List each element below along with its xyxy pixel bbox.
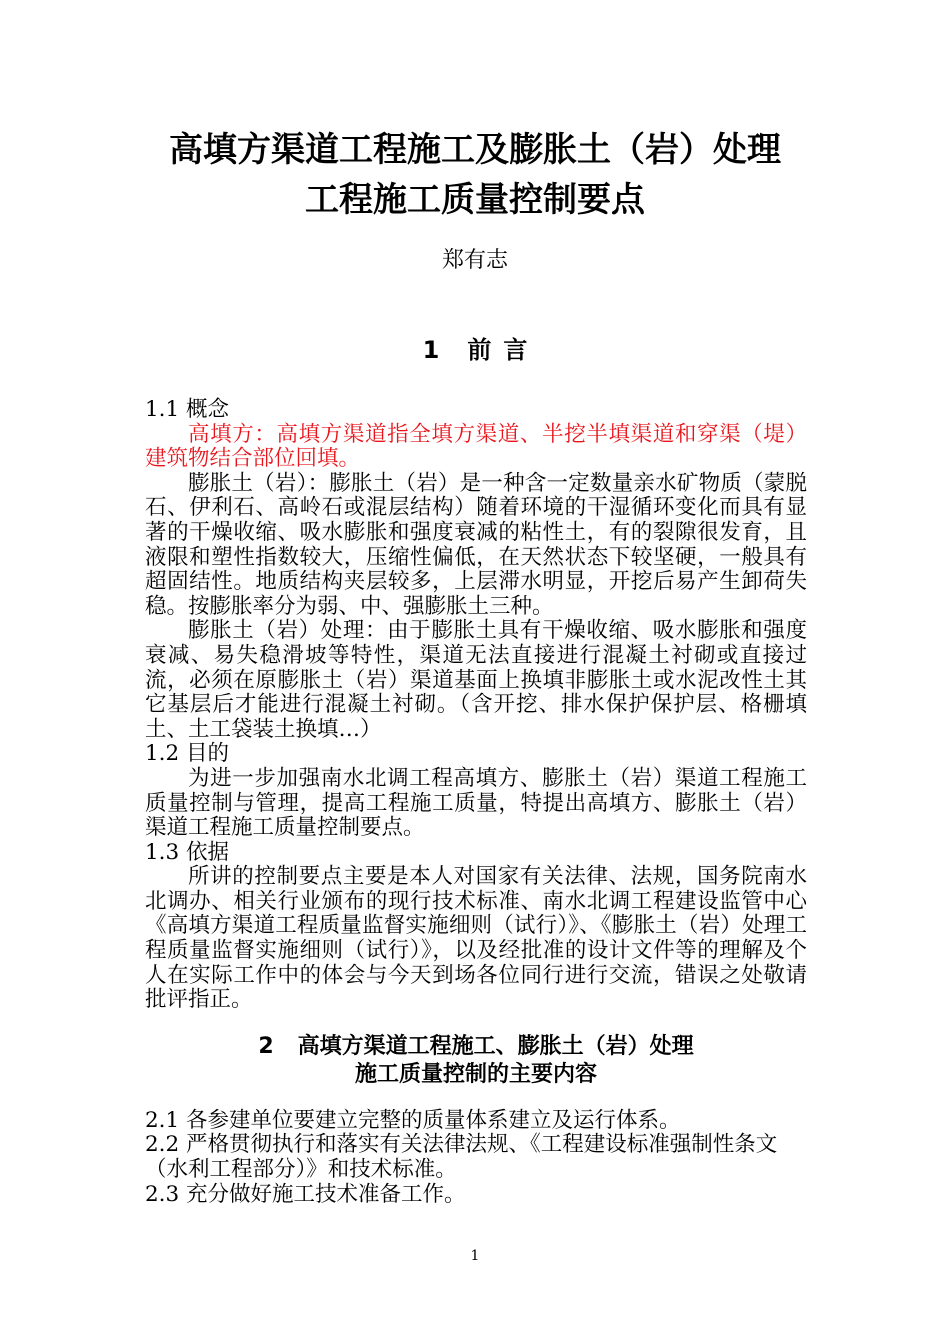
document-body [145,398,807,1207]
definition-high-fill: 高填方：高填方渠道指全填方渠道、半挖半填渠道和穿渠（堤）建筑物结合部位回填。 [145,421,807,472]
section1-title-char1: 前 [467,336,492,364]
section1-heading [0,334,950,366]
page-number: 1 [470,1248,480,1264]
list-item: 2.3 充分做好施工技术准备工作。 [145,1181,466,1207]
list-item: 2.1 各参建单位要建立完整的质量体系建立及运行体系。 [145,1107,681,1133]
document-title-line1: 高填方渠道工程施工及膨胀土（岩）处理 [169,130,781,170]
section1-number: 1 [422,336,440,364]
definition-expansive-soil: 膨胀土（岩）：膨胀土（岩）是一种含一定数量亲水矿物质（蒙脱石、伊利石、高岭石或混层结构）随着环境的干湿循环变化而具有显著的干燥收缩、吸水膨胀和强度衰减的粘性土，有的裂隙很发育，且液限和塑性指数较大，压缩性偏低，在天然状态下较坚硬，一般具有超固结性。地质结构夹层较多，上层滞水明显，开挖后易产生卸荷失稳。按膨胀率分为弱、中、强膨胀土三种。 [145,470,807,619]
section2-heading [145,1033,807,1089]
document-title-line2: 工程施工质量控制要点 [305,180,645,220]
purpose-paragraph: 为进一步加强南水北调工程高填方、膨胀土（岩）渠道工程施工质量控制与管理，提高工程施工质量，特提出高填方、膨胀土（岩）渠道工程施工质量控制要点。 [145,765,807,841]
basis-paragraph: 所讲的控制要点主要是本人对国家有关法律、法规，国务院南水北调办、相关行业颁布的现行技术标准、南水北调工程建设监管中心《高填方渠道工程质量监督实施细则（试行）》、《膨胀土（岩）处理工程质量监督实施细则（试行）》，以及经批准的设计文件等的理解及个人在实际工作中的体会与今天到场各位同行进行交流，错误之处敬请批评指正。 [145,864,807,1013]
subsection-1-2-heading: 1.2 目的 [145,741,230,767]
section2-title-line2: 施工质量控制的主要内容 [354,1061,597,1087]
definition-expansive-soil-treatment: 膨胀土（岩）处理：由于膨胀土具有干燥收缩、吸水膨胀和强度衰减、易失稳滑坡等特性，渠道无法直接进行混凝土衬砌或直接过流，必须在原膨胀土（岩）渠道基面上换填非膨胀土或水泥改性土其它基层后才能进行混凝土衬砌。（含开挖、排水保护保护层、格栅填土、土工袋装土换填…） [145,618,807,742]
section1-title-char2: 言 [503,336,528,364]
subsection-1-3-heading: 1.3 依据 [145,839,230,865]
list-item: 2.2 严格贯彻执行和落实有关法律法规、《工程建设标准强制性条文（水利工程部分）》和技术标准。 [145,1132,778,1183]
section2-number: 2 [258,1033,274,1059]
author-name: 郑有志 [441,248,508,273]
subsection-1-1-heading: 1.1 概念 [145,397,230,422]
section2-title-line1: 高填方渠道工程施工、膨胀土（岩）处理 [297,1033,694,1059]
